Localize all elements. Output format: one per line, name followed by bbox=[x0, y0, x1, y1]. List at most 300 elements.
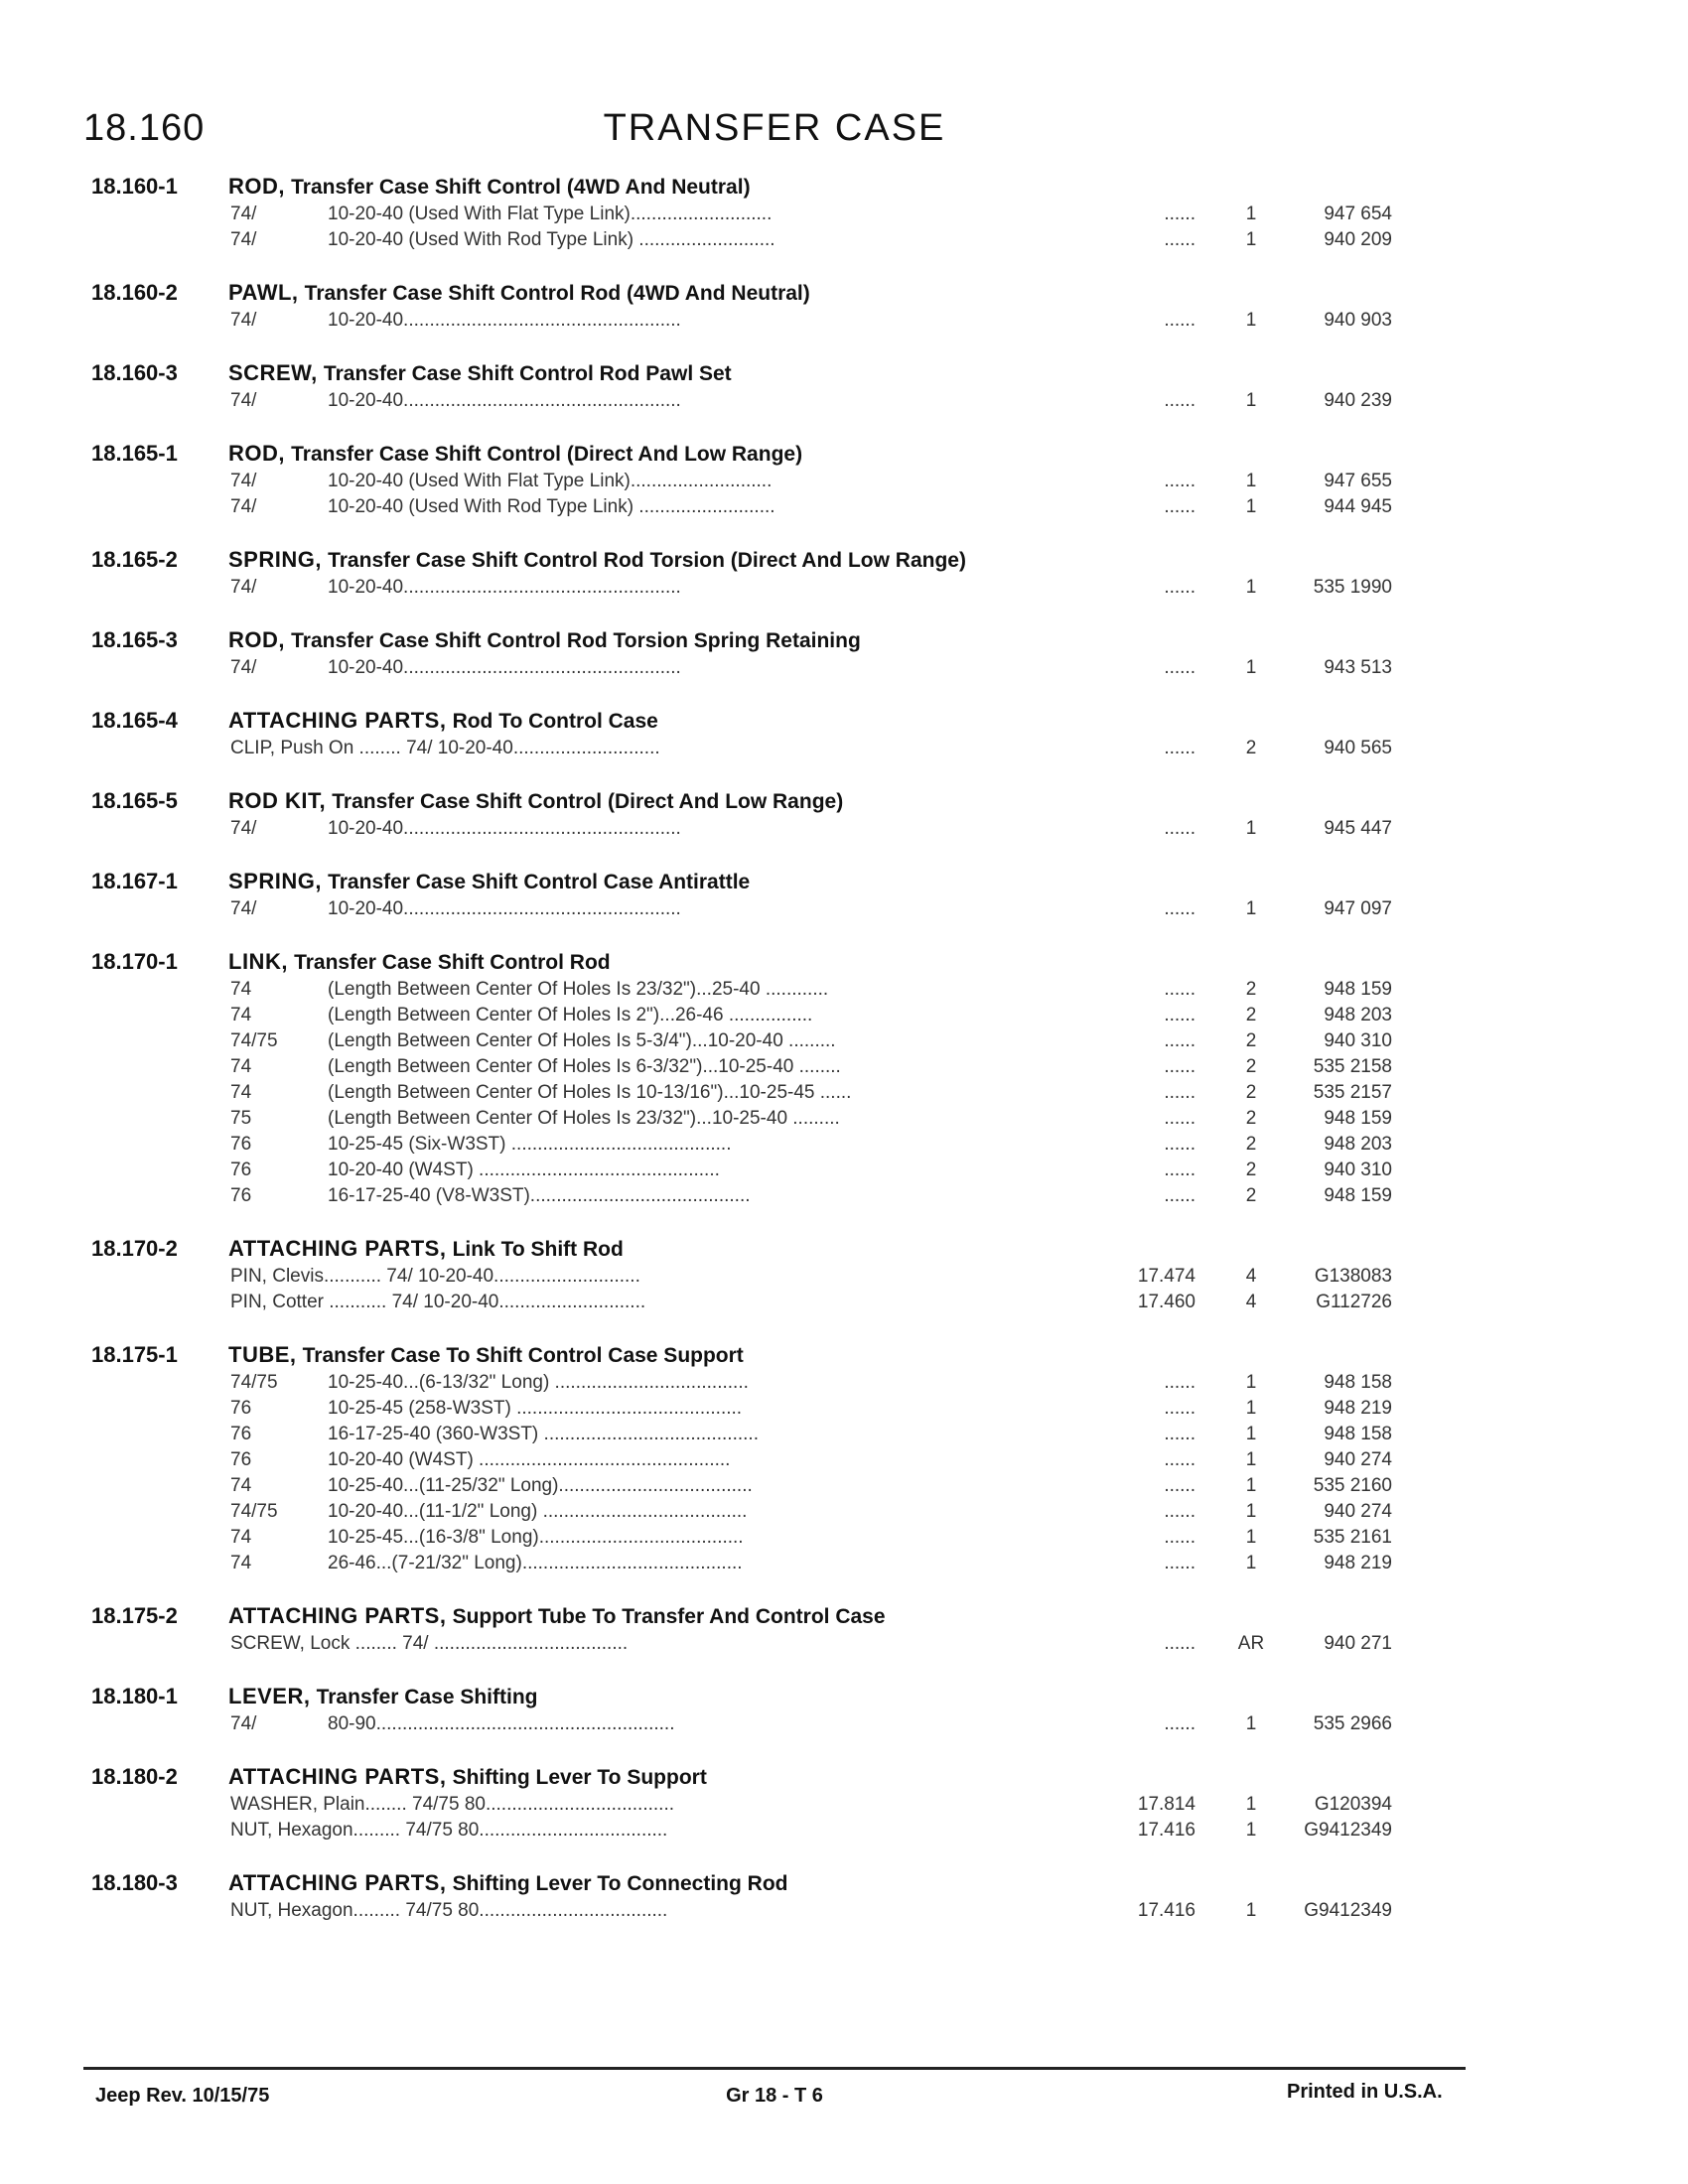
usage-description: 26-46...(7-21/32" Long).......................................... bbox=[328, 1553, 743, 1573]
part-group-header bbox=[0, 174, 1688, 202]
reference-number: 17.416 bbox=[1137, 1820, 1196, 1841]
quantity: 1 bbox=[1245, 1449, 1257, 1470]
quantity: 2 bbox=[1245, 738, 1257, 758]
part-name: ROD, bbox=[228, 174, 285, 199]
part-group-title bbox=[228, 360, 732, 386]
part-line bbox=[0, 1158, 1688, 1183]
part-group-id: 18.160-2 bbox=[91, 280, 178, 305]
model-code: 74 bbox=[230, 1475, 252, 1496]
part-name: TUBE, bbox=[228, 1342, 297, 1367]
model-code: 74/75 bbox=[230, 1030, 278, 1051]
part-line bbox=[0, 1898, 1688, 1924]
reference-number: ...... bbox=[1164, 1553, 1196, 1573]
part-group-id: 18.180-2 bbox=[91, 1764, 178, 1789]
usage-description: (Length Between Center Of Holes Is 23/32")...25-40 ............ bbox=[328, 979, 829, 1000]
usage-description: 16-17-25-40 (360-W3ST) ......................................... bbox=[328, 1424, 759, 1444]
usage-description: 10-20-40..................................................... bbox=[328, 657, 681, 678]
usage-description: (Length Between Center Of Holes Is 23/32")...10-25-40 ......... bbox=[328, 1108, 840, 1129]
quantity: 1 bbox=[1245, 898, 1257, 919]
part-description: Rod To Control Case bbox=[452, 710, 658, 733]
model-code: 74 bbox=[230, 1082, 252, 1103]
part-line bbox=[0, 1447, 1688, 1473]
part-group-id: 18.167-1 bbox=[91, 869, 178, 893]
part-name: SPRING, bbox=[228, 869, 322, 893]
model-code: 76 bbox=[230, 1424, 252, 1444]
reference-number: ...... bbox=[1164, 1372, 1196, 1393]
part-line bbox=[0, 896, 1688, 922]
part-group-header bbox=[0, 360, 1688, 388]
part-line bbox=[0, 1290, 1688, 1315]
model-code: 76 bbox=[230, 1449, 252, 1470]
part-group-title bbox=[228, 708, 658, 734]
part-number: 948 203 bbox=[1324, 1134, 1392, 1155]
part-description: Transfer Case Shift Control Rod Torsion (Direct And Low Range) bbox=[328, 549, 966, 572]
reference-number: ...... bbox=[1164, 1030, 1196, 1051]
usage-description: 10-20-40 (W4ST) ................................................ bbox=[328, 1449, 731, 1470]
part-number: G9412349 bbox=[1304, 1900, 1392, 1921]
footer-printed: Printed in U.S.A. bbox=[1287, 2081, 1443, 2103]
reference-number: ...... bbox=[1164, 229, 1196, 250]
quantity: 1 bbox=[1245, 390, 1257, 411]
usage-description: WASHER, Plain........ 74/75 80.................................... bbox=[230, 1794, 675, 1815]
quantity: 1 bbox=[1245, 1553, 1257, 1573]
part-description: Transfer Case Shift Control Rod bbox=[294, 951, 611, 974]
part-line bbox=[0, 1264, 1688, 1290]
part-name: LEVER, bbox=[228, 1684, 311, 1708]
quantity: 1 bbox=[1245, 1820, 1257, 1841]
model-code: 76 bbox=[230, 1160, 252, 1180]
part-group bbox=[0, 1603, 1688, 1657]
part-line bbox=[0, 1028, 1688, 1054]
quantity: 1 bbox=[1245, 1900, 1257, 1921]
part-group-title bbox=[228, 869, 750, 894]
reference-number: ...... bbox=[1164, 979, 1196, 1000]
part-description: Transfer Case Shift Control Case Antirattle bbox=[328, 871, 751, 893]
model-code: 74 bbox=[230, 1553, 252, 1573]
reference-number: ...... bbox=[1164, 1713, 1196, 1734]
quantity: 1 bbox=[1245, 1424, 1257, 1444]
quantity: 2 bbox=[1245, 979, 1257, 1000]
reference-number: 17.474 bbox=[1137, 1266, 1196, 1287]
part-group bbox=[0, 949, 1688, 1209]
part-group-header bbox=[0, 1342, 1688, 1370]
part-name: SCREW, bbox=[228, 360, 318, 385]
model-code: 75 bbox=[230, 1108, 252, 1129]
part-number: 944 945 bbox=[1324, 496, 1392, 517]
part-number: 535 2966 bbox=[1313, 1713, 1392, 1734]
part-line bbox=[0, 1631, 1688, 1657]
part-group-header bbox=[0, 869, 1688, 896]
part-name: ATTACHING PARTS, bbox=[228, 1603, 447, 1628]
quantity: 2 bbox=[1245, 1160, 1257, 1180]
part-number: 535 1990 bbox=[1313, 577, 1392, 598]
reference-number: ...... bbox=[1164, 390, 1196, 411]
part-group bbox=[0, 627, 1688, 681]
usage-description: 10-20-40 (Used With Rod Type Link) .......................... bbox=[328, 229, 775, 250]
part-description: Transfer Case Shift Control (Direct And Low Range) bbox=[291, 443, 803, 466]
usage-description: 80-90......................................................... bbox=[328, 1713, 675, 1734]
part-name: ATTACHING PARTS, bbox=[228, 1764, 447, 1789]
model-code: 74/ bbox=[230, 577, 257, 598]
usage-description: NUT, Hexagon......... 74/75 80.................................... bbox=[230, 1820, 668, 1841]
usage-description: 10-25-40...(6-13/32" Long) ..................................... bbox=[328, 1372, 749, 1393]
part-line bbox=[0, 1818, 1688, 1843]
part-group-id: 18.165-1 bbox=[91, 441, 178, 466]
usage-description: PIN, Clevis........... 74/ 10-20-40............................ bbox=[230, 1266, 640, 1287]
model-code: 74/ bbox=[230, 390, 257, 411]
usage-description: 10-20-40 (Used With Flat Type Link)........................... bbox=[328, 471, 773, 491]
part-description: Transfer Case To Shift Control Case Support bbox=[302, 1344, 744, 1367]
part-description: Transfer Case Shift Control Rod Torsion Spring Retaining bbox=[291, 629, 861, 652]
part-line bbox=[0, 1422, 1688, 1447]
part-group-title bbox=[228, 547, 966, 573]
part-number: 948 203 bbox=[1324, 1005, 1392, 1025]
footer-revision: Jeep Rev. 10/15/75 bbox=[95, 2085, 270, 2107]
part-description: Transfer Case Shift Control Rod Pawl Set bbox=[323, 362, 732, 385]
footer-divider bbox=[83, 2067, 1466, 2070]
part-group-title bbox=[228, 627, 861, 653]
reference-number: ...... bbox=[1164, 204, 1196, 224]
reference-number: ...... bbox=[1164, 471, 1196, 491]
part-group bbox=[0, 869, 1688, 922]
usage-description: 10-25-45 (Six-W3ST) .......................................... bbox=[328, 1134, 732, 1155]
model-code: 74/ bbox=[230, 657, 257, 678]
reference-number: ...... bbox=[1164, 657, 1196, 678]
reference-number: ...... bbox=[1164, 496, 1196, 517]
part-line bbox=[0, 1711, 1688, 1737]
quantity: 1 bbox=[1245, 1501, 1257, 1522]
reference-number: 17.460 bbox=[1137, 1292, 1196, 1312]
part-number: 947 655 bbox=[1324, 471, 1392, 491]
usage-description: CLIP, Push On ........ 74/ 10-20-40............................ bbox=[230, 738, 660, 758]
footer-page-number: Gr 18 - T 6 bbox=[726, 2085, 823, 2107]
model-code: 74/ bbox=[230, 471, 257, 491]
part-group-id: 18.160-3 bbox=[91, 360, 178, 385]
quantity: 1 bbox=[1245, 577, 1257, 598]
part-line bbox=[0, 308, 1688, 334]
part-line bbox=[0, 388, 1688, 414]
model-code: 74/ bbox=[230, 818, 257, 839]
part-line bbox=[0, 1106, 1688, 1132]
part-group-title bbox=[228, 441, 802, 467]
part-name: ATTACHING PARTS, bbox=[228, 1236, 447, 1261]
quantity: 1 bbox=[1245, 204, 1257, 224]
part-group-header bbox=[0, 547, 1688, 575]
part-group bbox=[0, 1684, 1688, 1737]
usage-description: 10-20-40..................................................... bbox=[328, 898, 681, 919]
part-number: 940 209 bbox=[1324, 229, 1392, 250]
part-line bbox=[0, 494, 1688, 520]
part-group-title bbox=[228, 1870, 788, 1896]
part-group-title bbox=[228, 788, 843, 814]
part-group bbox=[0, 1236, 1688, 1315]
part-number: 940 565 bbox=[1324, 738, 1392, 758]
part-group bbox=[0, 174, 1688, 253]
reference-number: ...... bbox=[1164, 898, 1196, 919]
part-number: 948 158 bbox=[1324, 1424, 1392, 1444]
part-group-header bbox=[0, 1603, 1688, 1631]
usage-description: (Length Between Center Of Holes Is 6-3/32")...10-25-40 ........ bbox=[328, 1056, 841, 1077]
part-group-title bbox=[228, 1764, 707, 1790]
part-group bbox=[0, 788, 1688, 842]
part-group-header bbox=[0, 1236, 1688, 1264]
reference-number: ...... bbox=[1164, 1633, 1196, 1654]
quantity: 4 bbox=[1245, 1266, 1257, 1287]
quantity: 1 bbox=[1245, 1398, 1257, 1419]
part-description: Transfer Case Shifting bbox=[316, 1686, 538, 1708]
part-number: 948 158 bbox=[1324, 1372, 1392, 1393]
part-group-id: 18.165-4 bbox=[91, 708, 178, 733]
usage-description: 10-20-40..................................................... bbox=[328, 577, 681, 598]
usage-description: 10-20-40...(11-1/2" Long) ....................................... bbox=[328, 1501, 748, 1522]
part-group-id: 18.180-3 bbox=[91, 1870, 178, 1895]
part-line bbox=[0, 736, 1688, 761]
quantity: 1 bbox=[1245, 471, 1257, 491]
quantity: 2 bbox=[1245, 1108, 1257, 1129]
quantity: 2 bbox=[1245, 1134, 1257, 1155]
reference-number: ...... bbox=[1164, 1082, 1196, 1103]
quantity: 1 bbox=[1245, 496, 1257, 517]
part-line bbox=[0, 1183, 1688, 1209]
part-description: Link To Shift Rod bbox=[452, 1238, 624, 1261]
usage-description: 10-25-45...(16-3/8" Long)....................................... bbox=[328, 1527, 744, 1548]
part-line bbox=[0, 1370, 1688, 1396]
usage-description: NUT, Hexagon......... 74/75 80.................................... bbox=[230, 1900, 668, 1921]
model-code: 76 bbox=[230, 1185, 252, 1206]
quantity: 1 bbox=[1245, 818, 1257, 839]
part-number: G9412349 bbox=[1304, 1820, 1392, 1841]
quantity: 2 bbox=[1245, 1030, 1257, 1051]
part-group-id: 18.160-1 bbox=[91, 174, 178, 199]
quantity: 1 bbox=[1245, 1372, 1257, 1393]
usage-description: 10-25-40...(11-25/32" Long)..................................... bbox=[328, 1475, 753, 1496]
part-group bbox=[0, 360, 1688, 414]
part-group bbox=[0, 1870, 1688, 1924]
part-line bbox=[0, 469, 1688, 494]
part-group bbox=[0, 1764, 1688, 1843]
part-number: 940 903 bbox=[1324, 310, 1392, 331]
part-group bbox=[0, 708, 1688, 761]
part-line bbox=[0, 575, 1688, 601]
part-group-id: 18.170-1 bbox=[91, 949, 178, 974]
usage-description: (Length Between Center Of Holes Is 2")...26-46 ................ bbox=[328, 1005, 813, 1025]
part-name: ATTACHING PARTS, bbox=[228, 1870, 447, 1895]
model-code: 74/ bbox=[230, 310, 257, 331]
part-group bbox=[0, 280, 1688, 334]
part-group-title bbox=[228, 280, 810, 306]
quantity: 1 bbox=[1245, 310, 1257, 331]
reference-number: ...... bbox=[1164, 1160, 1196, 1180]
quantity: 1 bbox=[1245, 1794, 1257, 1815]
quantity: 2 bbox=[1245, 1056, 1257, 1077]
part-name: ROD, bbox=[228, 627, 285, 652]
part-group bbox=[0, 1342, 1688, 1576]
quantity: 1 bbox=[1245, 657, 1257, 678]
part-number: 948 159 bbox=[1324, 1108, 1392, 1129]
model-code: 74/ bbox=[230, 204, 257, 224]
part-name: SPRING, bbox=[228, 547, 322, 572]
part-number: G120394 bbox=[1314, 1794, 1392, 1815]
quantity: 4 bbox=[1245, 1292, 1257, 1312]
part-group-header bbox=[0, 441, 1688, 469]
part-group-id: 18.180-1 bbox=[91, 1684, 178, 1708]
part-line bbox=[0, 1080, 1688, 1106]
quantity: 1 bbox=[1245, 1713, 1257, 1734]
usage-description: 10-20-40 (W4ST) .............................................. bbox=[328, 1160, 720, 1180]
model-code: 74 bbox=[230, 1005, 252, 1025]
part-group-header bbox=[0, 280, 1688, 308]
part-number: 940 310 bbox=[1324, 1160, 1392, 1180]
part-number: 947 097 bbox=[1324, 898, 1392, 919]
quantity: 2 bbox=[1245, 1185, 1257, 1206]
model-code: 74/ bbox=[230, 1713, 257, 1734]
part-group-id: 18.170-2 bbox=[91, 1236, 178, 1261]
part-line bbox=[0, 1396, 1688, 1422]
reference-number: ...... bbox=[1164, 1134, 1196, 1155]
part-line bbox=[0, 202, 1688, 227]
reference-number: ...... bbox=[1164, 818, 1196, 839]
part-number: G112726 bbox=[1316, 1292, 1392, 1312]
part-number: 948 219 bbox=[1324, 1398, 1392, 1419]
part-description: Transfer Case Shift Control (Direct And Low Range) bbox=[332, 790, 844, 813]
part-number: 535 2157 bbox=[1313, 1082, 1392, 1103]
part-name: LINK, bbox=[228, 949, 288, 974]
part-line bbox=[0, 1525, 1688, 1551]
reference-number: ...... bbox=[1164, 1005, 1196, 1025]
part-line bbox=[0, 1003, 1688, 1028]
parts-list bbox=[0, 174, 1688, 1951]
part-number: 535 2161 bbox=[1313, 1527, 1392, 1548]
part-number: 940 274 bbox=[1324, 1449, 1392, 1470]
quantity: AR bbox=[1237, 1633, 1265, 1654]
part-number: 940 271 bbox=[1324, 1633, 1392, 1654]
part-group-header bbox=[0, 1764, 1688, 1792]
part-group-id: 18.165-3 bbox=[91, 627, 178, 652]
usage-description: 10-20-40 (Used With Flat Type Link)........................... bbox=[328, 204, 773, 224]
part-group-header bbox=[0, 708, 1688, 736]
reference-number: ...... bbox=[1164, 1185, 1196, 1206]
model-code: 74 bbox=[230, 979, 252, 1000]
reference-number: ...... bbox=[1164, 1475, 1196, 1496]
part-description: Transfer Case Shift Control Rod (4WD And Neutral) bbox=[304, 282, 810, 305]
model-code: 74 bbox=[230, 1056, 252, 1077]
quantity: 2 bbox=[1245, 1005, 1257, 1025]
part-line bbox=[0, 1551, 1688, 1576]
part-number: 943 513 bbox=[1324, 657, 1392, 678]
part-number: 947 654 bbox=[1324, 204, 1392, 224]
model-code: 74/ bbox=[230, 496, 257, 517]
part-group-header bbox=[0, 1684, 1688, 1711]
part-group-header bbox=[0, 1870, 1688, 1898]
part-group-header bbox=[0, 788, 1688, 816]
part-description: Shifting Lever To Connecting Rod bbox=[452, 1872, 788, 1895]
model-code: 76 bbox=[230, 1398, 252, 1419]
usage-description: (Length Between Center Of Holes Is 5-3/4")...10-20-40 ......... bbox=[328, 1030, 836, 1051]
part-line bbox=[0, 1054, 1688, 1080]
usage-description: 10-20-40..................................................... bbox=[328, 390, 681, 411]
quantity: 1 bbox=[1245, 1527, 1257, 1548]
part-group-id: 18.165-5 bbox=[91, 788, 178, 813]
quantity: 1 bbox=[1245, 1475, 1257, 1496]
part-group-header bbox=[0, 949, 1688, 977]
quantity: 1 bbox=[1245, 229, 1257, 250]
reference-number: ...... bbox=[1164, 1449, 1196, 1470]
model-code: 74/75 bbox=[230, 1372, 278, 1393]
part-group-title bbox=[228, 1236, 624, 1262]
page-title: TRANSFER CASE bbox=[603, 107, 946, 149]
usage-description: SCREW, Lock ........ 74/ ..................................... bbox=[230, 1633, 629, 1654]
usage-description: 10-25-45 (258-W3ST) ........................................... bbox=[328, 1398, 743, 1419]
reference-number: 17.416 bbox=[1137, 1900, 1196, 1921]
model-code: 74/75 bbox=[230, 1501, 278, 1522]
usage-description: (Length Between Center Of Holes Is 10-13/16")...10-25-45 ...... bbox=[328, 1082, 852, 1103]
part-number: 948 159 bbox=[1324, 979, 1392, 1000]
usage-description: 16-17-25-40 (V8-W3ST).......................................... bbox=[328, 1185, 751, 1206]
part-group-id: 18.175-1 bbox=[91, 1342, 178, 1367]
part-number: 535 2160 bbox=[1313, 1475, 1392, 1496]
part-group-id: 18.165-2 bbox=[91, 547, 178, 572]
part-name: PAWL, bbox=[228, 280, 299, 305]
part-line bbox=[0, 1473, 1688, 1499]
part-number: G138083 bbox=[1314, 1266, 1392, 1287]
part-description: Support Tube To Transfer And Control Case bbox=[452, 1605, 886, 1628]
part-number: 940 310 bbox=[1324, 1030, 1392, 1051]
usage-description: 10-20-40..................................................... bbox=[328, 818, 681, 839]
reference-number: ...... bbox=[1164, 310, 1196, 331]
part-line bbox=[0, 1499, 1688, 1525]
reference-number: ...... bbox=[1164, 1424, 1196, 1444]
part-name: ROD, bbox=[228, 441, 285, 466]
part-line bbox=[0, 1792, 1688, 1818]
part-group bbox=[0, 547, 1688, 601]
reference-number: ...... bbox=[1164, 1056, 1196, 1077]
part-line bbox=[0, 655, 1688, 681]
part-number: 940 274 bbox=[1324, 1501, 1392, 1522]
part-name: ROD KIT, bbox=[228, 788, 327, 813]
part-group-title bbox=[228, 949, 611, 975]
part-group-header bbox=[0, 627, 1688, 655]
part-number: 948 219 bbox=[1324, 1553, 1392, 1573]
reference-number: ...... bbox=[1164, 1527, 1196, 1548]
part-number: 940 239 bbox=[1324, 390, 1392, 411]
model-code: 74/ bbox=[230, 229, 257, 250]
part-line bbox=[0, 227, 1688, 253]
part-line bbox=[0, 1132, 1688, 1158]
part-line bbox=[0, 977, 1688, 1003]
model-code: 76 bbox=[230, 1134, 252, 1155]
part-group-title bbox=[228, 1684, 537, 1709]
reference-number: ...... bbox=[1164, 1501, 1196, 1522]
usage-description: 10-20-40 (Used With Rod Type Link) .......................... bbox=[328, 496, 775, 517]
part-group-title bbox=[228, 1342, 744, 1368]
quantity: 2 bbox=[1245, 1082, 1257, 1103]
reference-number: ...... bbox=[1164, 577, 1196, 598]
part-number: 535 2158 bbox=[1313, 1056, 1392, 1077]
part-number: 945 447 bbox=[1324, 818, 1392, 839]
reference-number: ...... bbox=[1164, 1398, 1196, 1419]
reference-number: ...... bbox=[1164, 738, 1196, 758]
usage-description: PIN, Cotter ........... 74/ 10-20-40............................ bbox=[230, 1292, 646, 1312]
part-group bbox=[0, 441, 1688, 520]
reference-number: ...... bbox=[1164, 1108, 1196, 1129]
part-description: Transfer Case Shift Control (4WD And Neutral) bbox=[291, 176, 751, 199]
part-group-title bbox=[228, 174, 751, 200]
part-line bbox=[0, 816, 1688, 842]
part-name: ATTACHING PARTS, bbox=[228, 708, 447, 733]
part-group-id: 18.175-2 bbox=[91, 1603, 178, 1628]
part-number: 948 159 bbox=[1324, 1185, 1392, 1206]
usage-description: 10-20-40..................................................... bbox=[328, 310, 681, 331]
